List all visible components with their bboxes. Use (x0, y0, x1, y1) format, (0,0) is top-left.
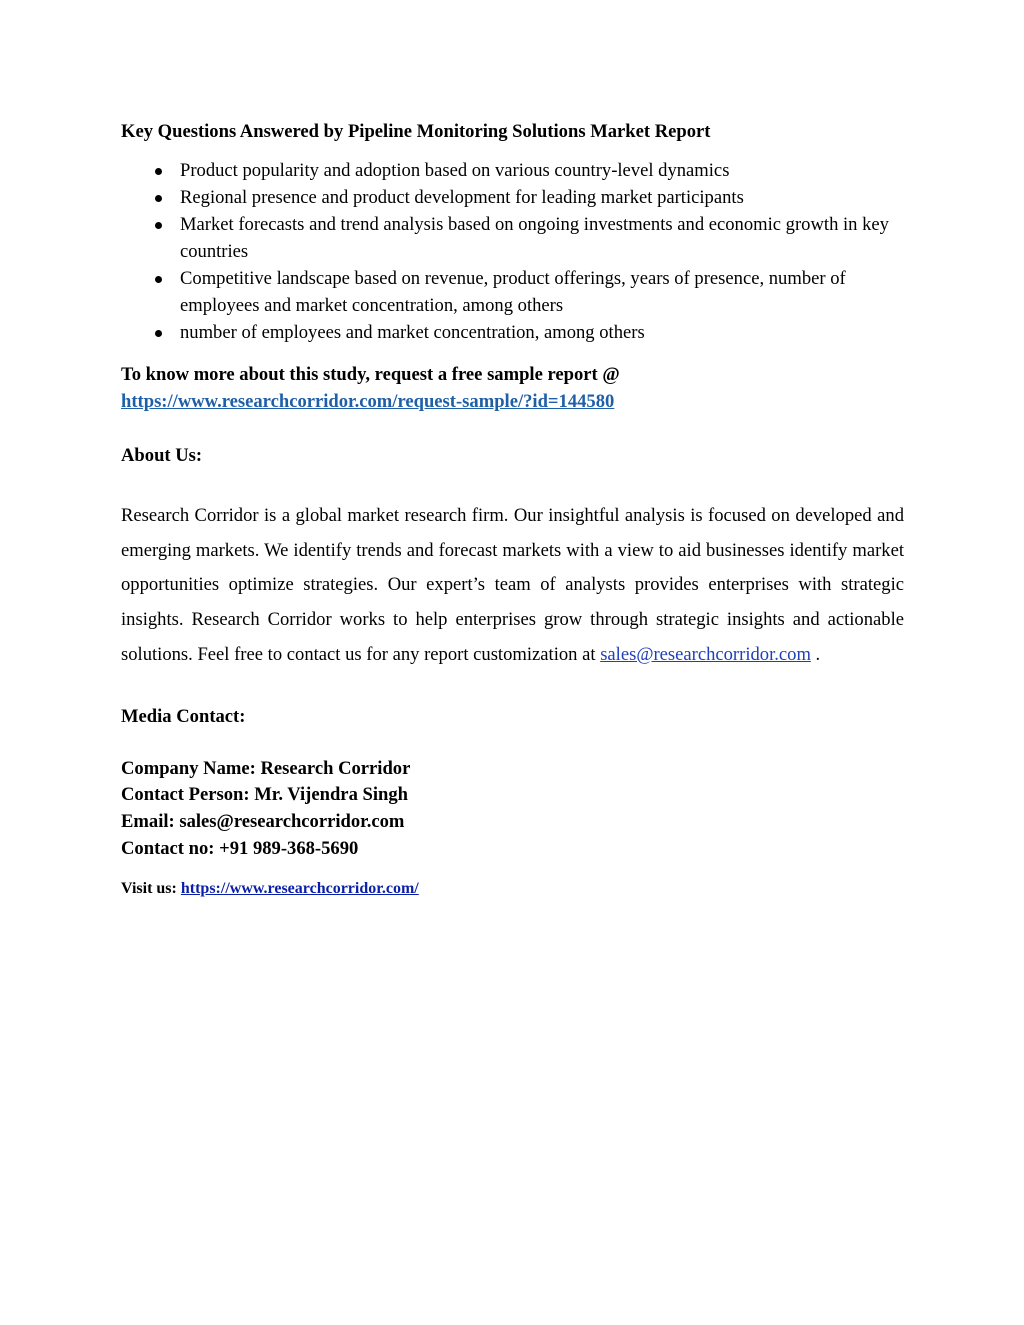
list-item-text: number of employees and market concentration, among others (180, 322, 645, 343)
contact-details (121, 756, 904, 863)
list-item (121, 319, 904, 346)
bullet-icon (155, 168, 162, 175)
bullet-icon (155, 222, 162, 229)
list-item (121, 265, 904, 319)
list-item-text: Product popularity and adoption based on various country-level dynamics (180, 160, 730, 181)
visit-label: Visit us: (121, 880, 181, 898)
key-questions-list (121, 157, 904, 346)
about-heading: About Us: (121, 445, 203, 466)
bullet-icon (155, 195, 162, 202)
bullet-icon (155, 276, 162, 283)
report-heading: Key Questions Answered by Pipeline Monitoring Solutions Market Report (121, 121, 711, 142)
contact-phone: Contact no: +91 989-368-5690 (121, 837, 359, 859)
list-item (121, 211, 904, 265)
list-item (121, 184, 904, 211)
sales-email-link[interactable]: sales@researchcorridor.com (600, 643, 811, 665)
list-item-text: Competitive landscape based on revenue, product offerings, years of presence, number of employees and market concentration, among others (180, 268, 846, 316)
sample-request-link[interactable]: https://www.researchcorridor.com/request-sample/?id=144580 (121, 391, 615, 412)
document-page (121, 118, 904, 901)
about-trailing: . (810, 643, 821, 665)
website-link[interactable]: https://www.researchcorridor.com/ (180, 880, 419, 898)
company-name: Company Name: Research Corridor (121, 757, 411, 779)
list-item-text: Regional presence and product development for leading market participants (180, 187, 744, 208)
list-item (121, 157, 904, 184)
bullet-icon (155, 330, 162, 337)
contact-person: Contact Person: Mr. Vijendra Singh (121, 784, 408, 806)
media-contact-heading: Media Contact: (121, 705, 246, 727)
about-text: Research Corridor is a global market research firm. Our insightful analysis is focused on developed and emerging markets. We identify trends and forecast markets with a view to aid businesses identify market opportunities optimize strategies. Our expert’s team of analysts provides enterprises with strategic insights. Research Corridor works to help enterprises grow through strategic insights and actionable solutions. Feel free to contact us for any report customization at (121, 505, 904, 665)
sample-request-text: To know more about this study, request a free sample report @ (121, 364, 620, 385)
visit-us-line (121, 877, 904, 901)
contact-email: Email: sales@researchcorridor.com (121, 810, 405, 832)
sample-request-block (121, 361, 904, 415)
list-item-text: Market forecasts and trend analysis based on ongoing investments and economic growth in key countries (180, 214, 889, 262)
about-paragraph (121, 499, 904, 673)
